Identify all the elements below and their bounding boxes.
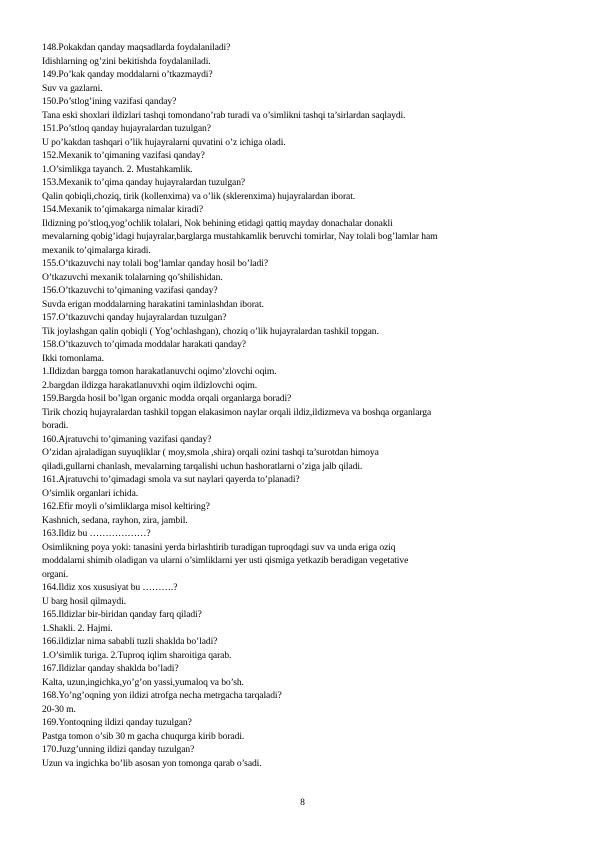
text-line: 155.O’tkazuvchi nay tolali bog’lamlar qanday hosil bo’ladi? bbox=[42, 258, 268, 269]
text-line: boradi. bbox=[42, 420, 69, 431]
text-line: O’tkazuvchi mexanik tolalarning qo’shilishidan. bbox=[42, 271, 223, 283]
text-line: 160.Ajratuvchi to’qimaning vazifasi qanday? bbox=[42, 433, 212, 445]
text-line: Kalta, uzun,ingichka,yo’g’on yassi,yumaloq va bo’sh. bbox=[42, 676, 244, 688]
text-line: 170.Juzg’unning ildizi qanday tuzulgan? bbox=[42, 744, 195, 755]
text-line: Tirik choziq hujayralardan tashkil topgan elakasimon naylar orqali ildiz,ildizmeva va boshqa organlarga bbox=[42, 406, 432, 418]
text-line: Ikki tomonlama. bbox=[42, 352, 104, 364]
text-line: 2.bargdan ildizga harakatlanuvxhi oqim ildizlovchi oqim. bbox=[42, 379, 258, 391]
text-line: U po’kakdan tashqari o’lik hujayralarni quvatini o’z ichiga oladi. bbox=[42, 136, 286, 148]
text-line: Tana eski shoxlari ildizlari tashqi tomondano’rab turadi va o’simlikni tashqi ta’sirlardan saqlaydi. bbox=[42, 109, 406, 121]
text-line: Idishlarning og’zini bekitishda foydalaniladi. bbox=[42, 55, 211, 67]
text-line: Suv va gazlarni. bbox=[42, 82, 103, 94]
text-line: 163.Ildiz bu ………………? bbox=[42, 528, 151, 539]
text-line: mexanik to’qimalarga kiradi. bbox=[42, 244, 151, 256]
text-line: 169.Yontoqning ildizi qanday tuzulgan? bbox=[42, 717, 192, 728]
text-line: Uzun va ingichka bo’lib asosan yon tomonga qarab o’sadi. bbox=[42, 757, 262, 769]
text-line: qiladi,gullarni chanlash, mevalarning tarqalishi uchun hashoratlarni o’ziga jalb qiladi. bbox=[42, 460, 363, 472]
text-line: Ildizning po’stloq,yog’ochlik tolalari, Nok behining etidagi qattiq mayday donachalar donakli bbox=[42, 217, 393, 229]
text-line: 162.Efir moyli o’simliklarga misol keltiring? bbox=[42, 501, 210, 512]
text-line: 148.Pokakdan qanday maqsadlarda foydalaniladi? bbox=[42, 42, 231, 53]
text-line: Qalin qobiqli,choziq, tirik (kollenxima) va o’lik (sklerenxima) hujayralardan iborat. bbox=[42, 190, 356, 202]
text-line: 1.O’simlikga tayanch. 2. Mustahkamlik. bbox=[42, 163, 193, 175]
text-line: 168.Yo’ng’oqning yon ildizi atrofga necha metrgacha tarqaladi? bbox=[42, 690, 282, 701]
text-line: 1.O’simlik turiga. 2.Tuproq iqlim sharoitiga qarab. bbox=[42, 649, 232, 661]
text-line: 149.Po’kak qanday moddalarni o’tkazmaydi? bbox=[42, 69, 213, 80]
text-line: Pastga tomon o’sib 30 m gacha chuqurga kirib boradi. bbox=[42, 730, 245, 742]
text-line: 161.Ajratuvchi to’qimadagi smola va sut naylari qayerda to’planadi? bbox=[42, 474, 300, 485]
text-line: moddalarni shimib oladigan va ularni o’simliklarni yer usti qismiga yetkazib beradigan vegetative bbox=[42, 555, 409, 566]
text-line: O’simlik organlari ichida. bbox=[42, 487, 139, 499]
text-line: U barg hosil qilmaydi. bbox=[42, 595, 126, 607]
text-line: 152.Mexanik to’qimaning vazifasi qanday? bbox=[42, 150, 205, 161]
text-line: 1.Shakli. 2. Hajmi. bbox=[42, 622, 113, 634]
page-number: 8 bbox=[300, 797, 305, 808]
text-line: Tik joylashgan qalin qobiqli ( Yog’ochlashgan), choziq o’lik hujayralardan tashkil topgan. bbox=[42, 325, 379, 337]
text-line: O’zidan ajraladigan suyuqliklar ( moy,smola ,shira) orqali ozini tashqi ta’surotdan himoya bbox=[42, 447, 379, 458]
text-line: 157.O’tkazuvchi qanday hujayralardan tuzulgan? bbox=[42, 312, 227, 323]
text-line: 165.Ildizlar bir-biridan qanday farq qiladi? bbox=[42, 609, 202, 620]
text-line: Osimlikning poya yoki: tanasini yerda birlashtirib turadigan tuproqdagi suv va unda eriga oziq bbox=[42, 541, 396, 553]
text-line: Suvda erigan moddalarning harakatini taminlashdan iborat. bbox=[42, 298, 264, 310]
text-line: Kashnich, sedana, rayhon, zira, jambil. bbox=[42, 514, 188, 526]
text-line: 150.Po’stlog’ining vazifasi qanday? bbox=[42, 96, 177, 107]
text-line: 151.Po’stloq qanday hujayralardan tuzulgan? bbox=[42, 123, 211, 134]
text-line: 154.Mexanik to’qimakarga nimalar kiradi? bbox=[42, 204, 203, 215]
text-line: 164.Ildiz xos xususiyat bu ……….? bbox=[42, 582, 178, 593]
text-line: 153.Mexanik to’qima qanday hujayralardan tuzulgan? bbox=[42, 177, 246, 188]
text-line: 20-30 m. bbox=[42, 703, 76, 715]
text-line: 156.O’tkazuvchi to’qimaning vazifasi qanday? bbox=[42, 285, 218, 296]
text-line: 158.O’tkazuvch to’qimada moddalar harakati qanday? bbox=[42, 339, 246, 350]
text-line: 166.ildizlar nima sababli tuzli shaklda bo’ladi? bbox=[42, 636, 218, 647]
text-line: 167.Ildizlar qanday shaklda bo’ladi? bbox=[42, 663, 179, 674]
text-line: 1.Ildizdan bargga tomon harakatlanuvchi oqimo’zlovchi oqim. bbox=[42, 366, 277, 377]
text-line: mevalarning qobig’idagi hujayralar,barglarga mustahkamlik beruvchi tomirlar, Nay tolali bog’lamlar ham bbox=[42, 231, 438, 242]
question-answer-text bbox=[42, 41, 582, 770]
text-line: organi. bbox=[42, 568, 69, 580]
text-line: 159.Bargda hosil bo’lgan organic modda orqali organlarga boradi? bbox=[42, 393, 292, 404]
